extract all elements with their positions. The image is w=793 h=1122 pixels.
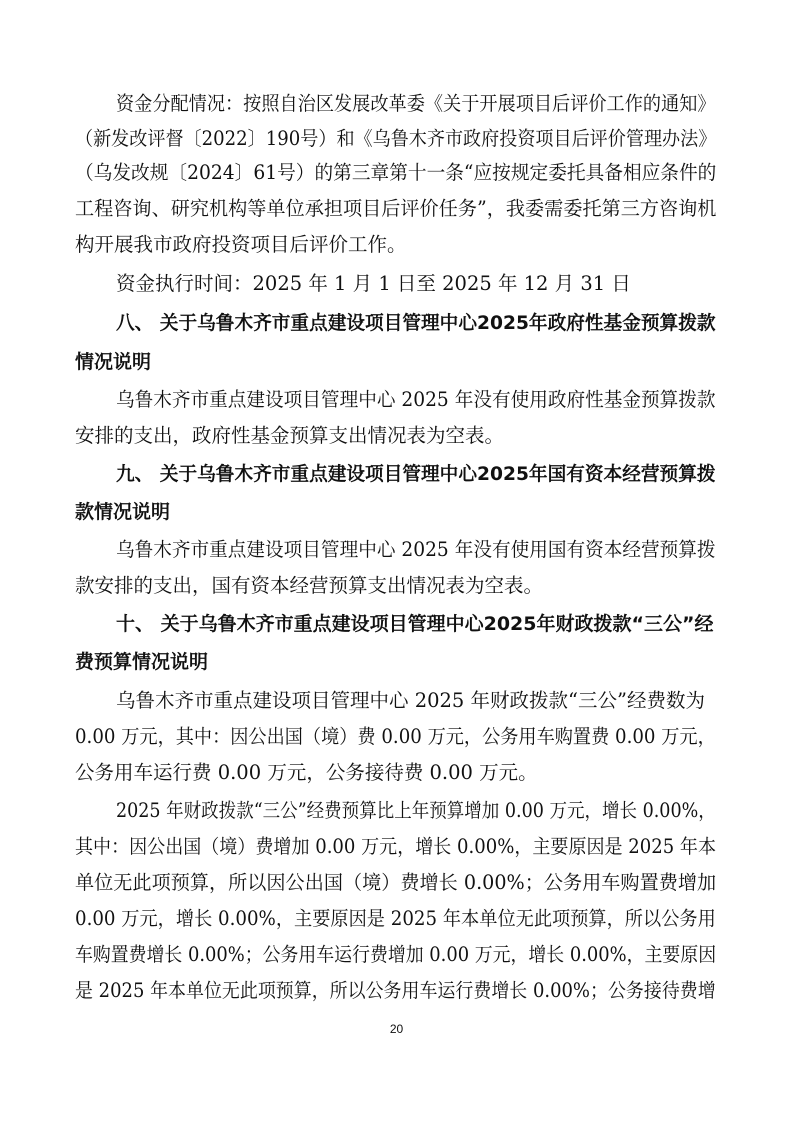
section-heading-line: 八、 关于乌鲁木齐市重点建设项目管理中心2025年政府性基金预算拨款 — [116, 312, 716, 334]
paragraph-line: 其中：因公出国（境）费增加 0.00 万元，增长 0.00%，主要原因是 2025 年本 — [75, 835, 717, 858]
section-heading-line: 十、 关于乌鲁木齐市重点建设项目管理中心2025年财政拨款“三公”经 — [116, 613, 714, 635]
paragraph-line: 乌鲁木齐市重点建设项目管理中心 2025 年没有使用国有资本经营预算拨 — [116, 538, 716, 561]
section-heading-line: 款情况说明 — [75, 501, 171, 523]
paragraph-line: 构开展我市政府投资项目后评价工作。 — [75, 233, 407, 256]
paragraph-line: 资金分配情况：按照自治区发展改革委《关于开展项目后评价工作的通知》 — [116, 92, 716, 115]
paragraph-line: 车购置费增长 0.00%；公务用车运行费增加 0.00 万元，增长 0.00%，主要原因 — [75, 943, 717, 966]
paragraph-line: 公务用车运行费 0.00 万元，公务接待费 0.00 万元。 — [75, 761, 538, 784]
paragraph-line: 款安排的支出，国有资本经营预算支出情况表为空表。 — [75, 574, 544, 597]
paragraph-line: 单位无此项预算，所以因公出国（境）费增长 0.00%；公务用车购置费增加 — [75, 871, 717, 894]
paragraph-line: 是 2025 年本单位无此项预算，所以公务用车运行费增长 0.00%；公务接待费增 — [75, 979, 716, 1002]
section-heading-line: 费预算情况说明 — [75, 651, 209, 673]
paragraph-line: （乌发改规〔2024〕61号）的第三章第十一条“应按规定委托具备相应条件的 — [75, 161, 717, 184]
paragraph-line: 2025 年财政拨款“三公”经费预算比上年预算增加 0.00 万元，增长 0.00%， — [116, 799, 716, 822]
paragraph-line: （新发改评督〔2022〕190号）和《乌鲁木齐市政府投资项目后评价管理办法》 — [75, 127, 717, 150]
paragraph-line: 乌鲁木齐市重点建设项目管理中心 2025 年没有使用政府性基金预算拨款 — [116, 388, 716, 411]
paragraph-line: 0.00 万元，增长 0.00%，主要原因是 2025 年本单位无此项预算，所以公务用 — [75, 907, 716, 930]
paragraph-line: 安排的支出，政府性基金预算支出情况表为空表。 — [75, 424, 505, 447]
paragraph-line: 资金执行时间：2025 年 1 月 1 日至 2025 年 12 月 31 日 — [116, 272, 631, 295]
paragraph-line: 工程咨询、研究机构等单位承担项目后评价任务”，我委需委托第三方咨询机 — [75, 197, 717, 220]
section-heading-line: 情况说明 — [75, 351, 152, 373]
section-heading-line: 九、 关于乌鲁木齐市重点建设项目管理中心2025年国有资本经营预算拨 — [116, 463, 716, 485]
page-number: 20 — [389, 1022, 404, 1036]
paragraph-line: 乌鲁木齐市重点建设项目管理中心 2025 年财政拨款“三公”经费数为 — [116, 689, 705, 712]
paragraph-line: 0.00 万元，其中：因公出国（境）费 0.00 万元，公务用车购置费 0.00 万元， — [75, 725, 716, 748]
